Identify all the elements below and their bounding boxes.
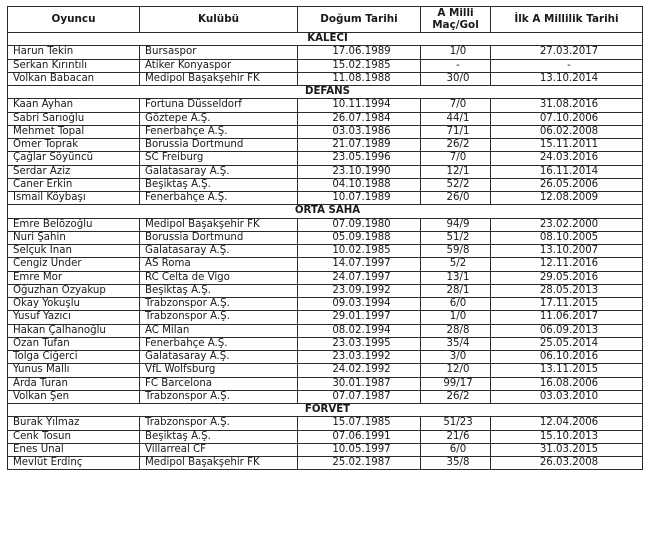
club-cell: Fenerbahçe A.Ş. — [140, 192, 298, 205]
birth-date-cell: 15.07.1985 — [298, 417, 421, 430]
player-row — [8, 390, 643, 403]
player-name-cell: Tolga Ciğerci — [8, 351, 140, 364]
player-name-cell: Kaan Ayhan — [8, 99, 140, 112]
caps-goals-cell: 28/8 — [421, 324, 491, 337]
first-cap-date-cell: 12.08.2009 — [491, 192, 643, 205]
club-cell: Borussia Dortmund — [140, 231, 298, 244]
caps-goals-cell: 12/1 — [421, 165, 491, 178]
first-cap-date-cell: 07.10.2006 — [491, 112, 643, 125]
birth-date-cell: 14.07.1997 — [298, 258, 421, 271]
player-row — [8, 417, 643, 430]
player-row — [8, 364, 643, 377]
caps-goals-cell: 7/0 — [421, 152, 491, 165]
player-name-cell: Sabri Sarıoğlu — [8, 112, 140, 125]
first-cap-date-cell: 28.05.2013 — [491, 284, 643, 297]
birth-date-cell: 23.10.1990 — [298, 165, 421, 178]
birth-date-cell: 24.07.1997 — [298, 271, 421, 284]
birth-date-cell: 11.08.1988 — [298, 72, 421, 85]
header-club: Kulübü — [140, 7, 298, 33]
club-cell: SC Freiburg — [140, 152, 298, 165]
caps-goals-cell: 52/2 — [421, 178, 491, 191]
player-row — [8, 99, 643, 112]
player-row — [8, 178, 643, 191]
player-row — [8, 430, 643, 443]
player-row — [8, 165, 643, 178]
birth-date-cell: 05.09.1988 — [298, 231, 421, 244]
club-cell: Galatasaray A.Ş. — [140, 165, 298, 178]
caps-goals-cell: 1/0 — [421, 46, 491, 59]
first-cap-date-cell: 15.11.2011 — [491, 139, 643, 152]
birth-date-cell: 10.05.1997 — [298, 443, 421, 456]
birth-date-cell: 08.02.1994 — [298, 324, 421, 337]
birth-date-cell: 23.03.1992 — [298, 351, 421, 364]
birth-date-cell: 21.07.1989 — [298, 139, 421, 152]
player-name-cell: Volkan Şen — [8, 390, 140, 403]
birth-date-cell: 04.10.1988 — [298, 178, 421, 191]
player-row — [8, 245, 643, 258]
header-birth-date: Doğum Tarihi — [298, 7, 421, 33]
caps-goals-cell: 5/2 — [421, 258, 491, 271]
player-name-cell: Emre Belözoğlu — [8, 218, 140, 231]
first-cap-date-cell: 23.02.2000 — [491, 218, 643, 231]
caps-goals-cell: 7/0 — [421, 99, 491, 112]
first-cap-date-cell: 11.06.2017 — [491, 311, 643, 324]
player-row — [8, 271, 643, 284]
header-caps-goals — [421, 7, 491, 33]
club-cell: Medipol Başakşehir FK — [140, 457, 298, 470]
first-cap-date-cell: - — [491, 59, 643, 72]
club-cell: Trabzonspor A.Ş. — [140, 298, 298, 311]
player-name-cell: Nuri Şahin — [8, 231, 140, 244]
section-row — [8, 404, 643, 417]
caps-goals-cell: 12/0 — [421, 364, 491, 377]
first-cap-date-cell: 08.10.2005 — [491, 231, 643, 244]
club-cell: Beşiktaş A.Ş. — [140, 284, 298, 297]
first-cap-date-cell: 31.08.2016 — [491, 99, 643, 112]
birth-date-cell: 29.01.1997 — [298, 311, 421, 324]
club-cell: FC Barcelona — [140, 377, 298, 390]
club-cell: Göztepe A.Ş. — [140, 112, 298, 125]
section-title: ORTA SAHA — [8, 205, 643, 218]
caps-goals-cell: - — [421, 59, 491, 72]
section-row — [8, 205, 643, 218]
caps-goals-cell: 6/0 — [421, 298, 491, 311]
caps-goals-cell: 94/9 — [421, 218, 491, 231]
birth-date-cell: 23.03.1995 — [298, 337, 421, 350]
birth-date-cell: 10.02.1985 — [298, 245, 421, 258]
club-cell: Trabzonspor A.Ş. — [140, 390, 298, 403]
caps-goals-cell: 44/1 — [421, 112, 491, 125]
section-row — [8, 86, 643, 99]
player-row — [8, 337, 643, 350]
player-row — [8, 59, 643, 72]
player-name-cell: Burak Yılmaz — [8, 417, 140, 430]
first-cap-date-cell: 16.11.2014 — [491, 165, 643, 178]
player-row — [8, 231, 643, 244]
birth-date-cell: 07.07.1987 — [298, 390, 421, 403]
caps-goals-cell: 21/6 — [421, 430, 491, 443]
player-name-cell: Harun Tekin — [8, 46, 140, 59]
birth-date-cell: 07.09.1980 — [298, 218, 421, 231]
header-row — [8, 7, 643, 33]
player-row — [8, 457, 643, 470]
birth-date-cell: 24.02.1992 — [298, 364, 421, 377]
caps-goals-cell: 51/2 — [421, 231, 491, 244]
player-name-cell: Hakan Çalhanoğlu — [8, 324, 140, 337]
first-cap-date-cell: 26.03.2008 — [491, 457, 643, 470]
player-name-cell: Mehmet Topal — [8, 125, 140, 138]
caps-goals-cell: 35/8 — [421, 457, 491, 470]
section-row — [8, 33, 643, 46]
caps-goals-cell: 6/0 — [421, 443, 491, 456]
first-cap-date-cell: 25.05.2014 — [491, 337, 643, 350]
caps-goals-cell: 71/1 — [421, 125, 491, 138]
header-caps-line1: A Milli — [437, 7, 474, 19]
player-row — [8, 377, 643, 390]
caps-goals-cell: 3/0 — [421, 351, 491, 364]
first-cap-date-cell: 12.04.2006 — [491, 417, 643, 430]
caps-goals-cell: 35/4 — [421, 337, 491, 350]
player-name-cell: Okay Yokuşlu — [8, 298, 140, 311]
player-row — [8, 139, 643, 152]
player-row — [8, 311, 643, 324]
header-player: Oyuncu — [8, 7, 140, 33]
first-cap-date-cell: 17.11.2015 — [491, 298, 643, 311]
first-cap-date-cell: 24.03.2016 — [491, 152, 643, 165]
birth-date-cell: 07.06.1991 — [298, 430, 421, 443]
birth-date-cell: 10.11.1994 — [298, 99, 421, 112]
player-row — [8, 298, 643, 311]
birth-date-cell: 17.06.1989 — [298, 46, 421, 59]
player-name-cell: Arda Turan — [8, 377, 140, 390]
birth-date-cell: 03.03.1986 — [298, 125, 421, 138]
player-row — [8, 192, 643, 205]
birth-date-cell: 23.05.1996 — [298, 152, 421, 165]
first-cap-date-cell: 29.05.2016 — [491, 271, 643, 284]
first-cap-date-cell: 16.08.2006 — [491, 377, 643, 390]
caps-goals-cell: 28/1 — [421, 284, 491, 297]
first-cap-date-cell: 06.09.2013 — [491, 324, 643, 337]
player-row — [8, 72, 643, 85]
squad-table — [7, 6, 643, 470]
player-name-cell: Yusuf Yazıcı — [8, 311, 140, 324]
player-row — [8, 112, 643, 125]
player-row — [8, 324, 643, 337]
player-name-cell: Ozan Tufan — [8, 337, 140, 350]
first-cap-date-cell: 13.10.2007 — [491, 245, 643, 258]
club-cell: Beşiktaş A.Ş. — [140, 178, 298, 191]
first-cap-date-cell: 26.05.2006 — [491, 178, 643, 191]
player-name-cell: Selçuk İnan — [8, 245, 140, 258]
player-name-cell: İsmail Köybaşı — [8, 192, 140, 205]
player-row — [8, 152, 643, 165]
club-cell: Medipol Başakşehir FK — [140, 218, 298, 231]
player-name-cell: Volkan Babacan — [8, 72, 140, 85]
section-title: KALECİ — [8, 33, 643, 46]
player-row — [8, 284, 643, 297]
club-cell: Atiker Konyaspor — [140, 59, 298, 72]
player-name-cell: Mevlüt Erdinç — [8, 457, 140, 470]
birth-date-cell: 23.09.1992 — [298, 284, 421, 297]
caps-goals-cell: 26/2 — [421, 139, 491, 152]
club-cell: Trabzonspor A.Ş. — [140, 417, 298, 430]
first-cap-date-cell: 31.03.2015 — [491, 443, 643, 456]
birth-date-cell: 10.07.1989 — [298, 192, 421, 205]
player-row — [8, 351, 643, 364]
player-name-cell: Cenk Tosun — [8, 430, 140, 443]
caps-goals-cell: 51/23 — [421, 417, 491, 430]
player-row — [8, 258, 643, 271]
player-row — [8, 125, 643, 138]
player-row — [8, 443, 643, 456]
club-cell: Medipol Başakşehir FK — [140, 72, 298, 85]
player-name-cell: Oğuzhan Özyakup — [8, 284, 140, 297]
squad-body — [8, 33, 643, 470]
player-name-cell: Çağlar Söyüncü — [8, 152, 140, 165]
first-cap-date-cell: 13.10.2014 — [491, 72, 643, 85]
caps-goals-cell: 30/0 — [421, 72, 491, 85]
birth-date-cell: 15.02.1985 — [298, 59, 421, 72]
header-first-cap-date: İlk A Millilik Tarihi — [491, 7, 643, 33]
club-cell: Fenerbahçe A.Ş. — [140, 337, 298, 350]
player-name-cell: Ömer Toprak — [8, 139, 140, 152]
player-name-cell: Emre Mor — [8, 271, 140, 284]
caps-goals-cell: 26/2 — [421, 390, 491, 403]
header-caps-line2: Maç/Gol — [432, 18, 479, 31]
first-cap-date-cell: 12.11.2016 — [491, 258, 643, 271]
player-name-cell: Enes Ünal — [8, 443, 140, 456]
club-cell: Galatasaray A.Ş. — [140, 245, 298, 258]
club-cell: Borussia Dortmund — [140, 139, 298, 152]
caps-goals-cell: 26/0 — [421, 192, 491, 205]
first-cap-date-cell: 15.10.2013 — [491, 430, 643, 443]
birth-date-cell: 09.03.1994 — [298, 298, 421, 311]
player-name-cell: Caner Erkin — [8, 178, 140, 191]
player-row — [8, 46, 643, 59]
club-cell: Galatasaray A.Ş. — [140, 351, 298, 364]
birth-date-cell: 30.01.1987 — [298, 377, 421, 390]
club-cell: Bursaspor — [140, 46, 298, 59]
first-cap-date-cell: 03.03.2010 — [491, 390, 643, 403]
player-row — [8, 218, 643, 231]
club-cell: AC Milan — [140, 324, 298, 337]
birth-date-cell: 25.02.1987 — [298, 457, 421, 470]
player-name-cell: Yunus Mallı — [8, 364, 140, 377]
club-cell: VfL Wolfsburg — [140, 364, 298, 377]
player-name-cell: Serdar Aziz — [8, 165, 140, 178]
club-cell: Fenerbahçe A.Ş. — [140, 125, 298, 138]
caps-goals-cell: 99/17 — [421, 377, 491, 390]
section-title: DEFANS — [8, 86, 643, 99]
club-cell: Beşiktaş A.Ş. — [140, 430, 298, 443]
caps-goals-cell: 1/0 — [421, 311, 491, 324]
birth-date-cell: 26.07.1984 — [298, 112, 421, 125]
first-cap-date-cell: 13.11.2015 — [491, 364, 643, 377]
first-cap-date-cell: 06.10.2016 — [491, 351, 643, 364]
club-cell: Villarreal CF — [140, 443, 298, 456]
caps-goals-cell: 59/8 — [421, 245, 491, 258]
section-title: FORVET — [8, 404, 643, 417]
first-cap-date-cell: 06.02.2008 — [491, 125, 643, 138]
club-cell: Fortuna Düsseldorf — [140, 99, 298, 112]
club-cell: RC Celta de Vigo — [140, 271, 298, 284]
club-cell: Trabzonspor A.Ş. — [140, 311, 298, 324]
player-name-cell: Cengiz Ünder — [8, 258, 140, 271]
player-name-cell: Serkan Kırıntılı — [8, 59, 140, 72]
club-cell: AS Roma — [140, 258, 298, 271]
first-cap-date-cell: 27.03.2017 — [491, 46, 643, 59]
caps-goals-cell: 13/1 — [421, 271, 491, 284]
